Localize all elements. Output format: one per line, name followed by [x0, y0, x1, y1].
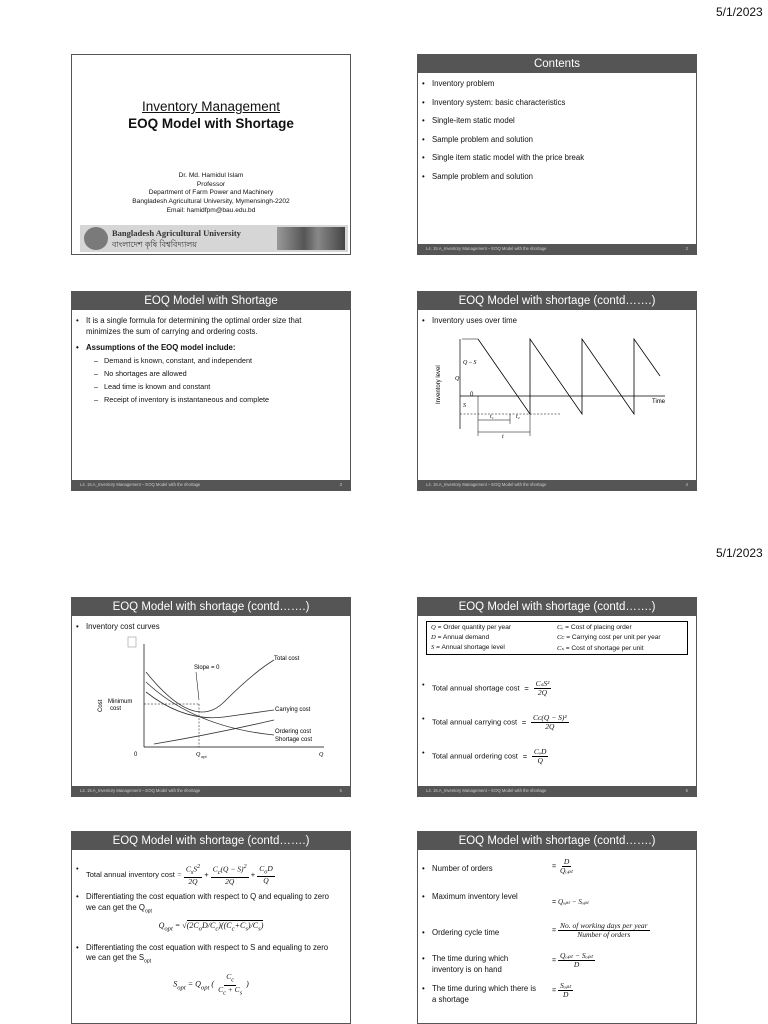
definitions-table: Q = Order quantity per year Cₒ = Cost of placing order D = Annual demand Cᴄ = Carrying cost per unit per year S = Annual shortage level Cₛ = Cost of shortage per unit: [426, 621, 688, 655]
slide-title-line2: EOQ Model with Shortage: [128, 116, 294, 131]
sopt-formula: $S_{opt} = Q_{opt}$ ( $\frac{C_c}{C_c + C_s}$ ): [173, 972, 249, 997]
ordering-cost-row: • Total annual ordering cost = $\frac{\text{CₒD}}{Q}$: [418, 748, 548, 766]
author-role: Professor: [196, 180, 226, 188]
svg-text:Shortage cost: Shortage cost: [275, 737, 313, 743]
university-seal-icon: [84, 227, 108, 250]
svg-text:cost: cost: [110, 706, 122, 712]
contents-list: [418, 79, 696, 182]
slide-2-contents: [417, 54, 697, 255]
number-of-orders-row: • Number of orders: [418, 864, 537, 875]
svg-text:Q: Q: [455, 376, 460, 382]
author-dept: Department of Farm Power and Machinery: [148, 189, 274, 197]
carrying-cost-curve: [146, 692, 274, 718]
slide-5-cost-curves: [71, 597, 351, 797]
list-item: • Inventory problem: [418, 79, 696, 90]
assumption-item: – No shortages are allowed: [72, 369, 350, 379]
bullet-text: • Inventory uses over time: [418, 316, 696, 327]
svg-text:Cost: Cost: [98, 699, 104, 712]
slide-footer: L4. 15.A_Inventory Management – EOQ Model with the shortage 5: [72, 786, 350, 796]
inventory-sawtooth-diagram: [430, 334, 680, 454]
list-item: • Single-item static model: [418, 116, 696, 127]
ordering-cycle-row: • Ordering cycle time: [418, 928, 537, 939]
shortage-time-row: • The time during which there is a shortage: [418, 984, 537, 1005]
sawtooth-line: [478, 339, 660, 414]
svg-text:Q – S: Q – S: [463, 360, 477, 366]
svg-text:Carrying cost: Carrying cost: [275, 707, 311, 713]
svg-text:Ordering cost: Ordering cost: [275, 729, 312, 735]
max-inventory-row: • Maximum inventory level: [418, 892, 537, 903]
sopt-text: • Differentiating the cost equation with respect to S and equaling to zero we can get the $S_{opt}$: [72, 943, 350, 966]
svg-text:opt: opt: [201, 754, 207, 759]
axis-label-inventory: Inventory level: [436, 365, 442, 404]
author-email: Email: hamidfpm@bau.edu.bd: [166, 206, 256, 214]
slide-7-optimal-formulas: [71, 831, 351, 1024]
slide-header: EOQ Model with shortage (contd…….): [418, 832, 696, 850]
slide-footer: L4. 15.A_Inventory Management – EOQ Model with the shortage 4: [418, 480, 696, 490]
qopt-formula: $Q_{opt} = √(2C_oD/C_c)((C_c+C_s)/C_s)$: [158, 920, 264, 933]
slide-1-title: [71, 54, 351, 255]
list-item: • Inventory system: basic characteristics: [418, 98, 696, 109]
svg-text:t₂: t₂: [516, 414, 520, 420]
logo-text-en: Bangladesh Agricultural University: [112, 228, 241, 238]
author-block: [72, 172, 350, 216]
slide-6-cost-formulas: [417, 597, 697, 797]
slide-footer: L4. 15.A_Inventory Management – EOQ Model with the shortage 3: [72, 480, 350, 490]
slide-header: EOQ Model with shortage (contd…….): [72, 598, 350, 616]
date-top: 5/1/2023: [716, 5, 763, 19]
slide-header: EOQ Model with shortage (contd…….): [418, 292, 696, 310]
assumption-item: – Receipt of inventory is instantaneous and complete: [72, 395, 350, 405]
svg-text:Time: Time: [652, 399, 666, 405]
assumption-item: – Lead time is known and constant: [72, 382, 350, 392]
shortage-cost-curve: [154, 720, 274, 744]
svg-text:Total cost: Total cost: [274, 656, 300, 662]
assumptions-heading: • Assumptions of the EOQ model include:: [72, 343, 350, 354]
intro-text: • It is a single formula for determining the optimal order size that minimizes the sum of carrying and ordering costs.: [72, 316, 350, 337]
university-logo-banner: [80, 225, 348, 252]
slide-title-line1: Inventory Management: [141, 99, 281, 114]
svg-text:S: S: [463, 403, 466, 409]
bullet-text: • Inventory cost curves: [72, 622, 350, 633]
inventory-on-hand-row: • The time during which inventory is on hand: [418, 954, 537, 975]
ordering-cost-curve: [146, 682, 274, 735]
date-mid: 5/1/2023: [716, 546, 763, 560]
svg-text:0: 0: [134, 752, 138, 758]
slide-header: EOQ Model with shortage (contd…….): [418, 598, 696, 616]
svg-text:0: 0: [470, 392, 474, 398]
slide-footer: L4. 15.A_Inventory Management – EOQ Model with the shortage 2: [418, 244, 696, 254]
svg-text:t: t: [502, 434, 504, 440]
qopt-text: • Differentiating the cost equation with respect to Q and equaling to zero we can get the $Q_{opt}$: [72, 892, 350, 915]
carrying-cost-row: • Total annual carrying cost = $\frac{\text{Cᴄ(Q − S)²}}{2Q}$: [418, 714, 569, 732]
slide-header: Contents: [418, 55, 696, 73]
svg-text:Minimum: Minimum: [108, 699, 133, 705]
svg-text:Q: Q: [319, 752, 324, 758]
cost-curves-diagram: [84, 632, 334, 782]
total-cost-row: • Total annual inventory cost = $\frac{C_sS^2}{2Q}$ + $\frac{C_c(Q - S)^2}{2Q}$ + $\frac{C_oD}{Q}$: [72, 864, 350, 886]
logo-text-bn: বাংলাদেশ কৃষি বিশ্ববিদ্যালয়: [112, 240, 197, 249]
slide-4-inventory-graph: [417, 291, 697, 491]
slide-3-eoq: [71, 291, 351, 491]
list-item: • Single item static model with the price break: [418, 153, 696, 164]
slide-header: EOQ Model with shortage (contd…….): [72, 832, 350, 850]
author-name: Dr. Md. Hamidul Islam: [178, 172, 244, 179]
slide-footer: L4. 15.A_Inventory Management – EOQ Model with the shortage 6: [418, 786, 696, 796]
svg-text:Q: Q: [196, 752, 201, 758]
list-item: • Sample problem and solution: [418, 172, 696, 183]
slide-8-summary: EOQ Model with shortage (contd…….) • Number of orders = $\frac{D}{\text{Qₒₚₜ}}$ • Maximum inventory level = Qₒₚₜ − Sₒₚₜ • Ordering cycle time = $\frac{\text{No. of working days per year}}{\text{Number of orders}}$ • The time during which inventory is on hand = $\frac{\text{Qₒₚₜ − Sₒₚₜ}}{D}$ • The time during which there is a shortage = $\frac{\text{Sₒₚₜ}}{D}$: [417, 831, 697, 1024]
svg-text:Slope = 0: Slope = 0: [194, 665, 220, 671]
slide-header: EOQ Model with Shortage: [72, 292, 350, 310]
svg-text:t₁: t₁: [490, 414, 494, 420]
list-item: • Sample problem and solution: [418, 135, 696, 146]
campus-photo-icon: [277, 227, 345, 250]
shortage-cost-row: • Total annual shortage cost = $\frac{\text{CₛS²}}{2Q}$: [418, 680, 551, 698]
author-university: Bangladesh Agricultural University, Mymensingh-2202: [132, 198, 290, 206]
assumption-item: – Demand is known, constant, and independent: [72, 356, 350, 366]
